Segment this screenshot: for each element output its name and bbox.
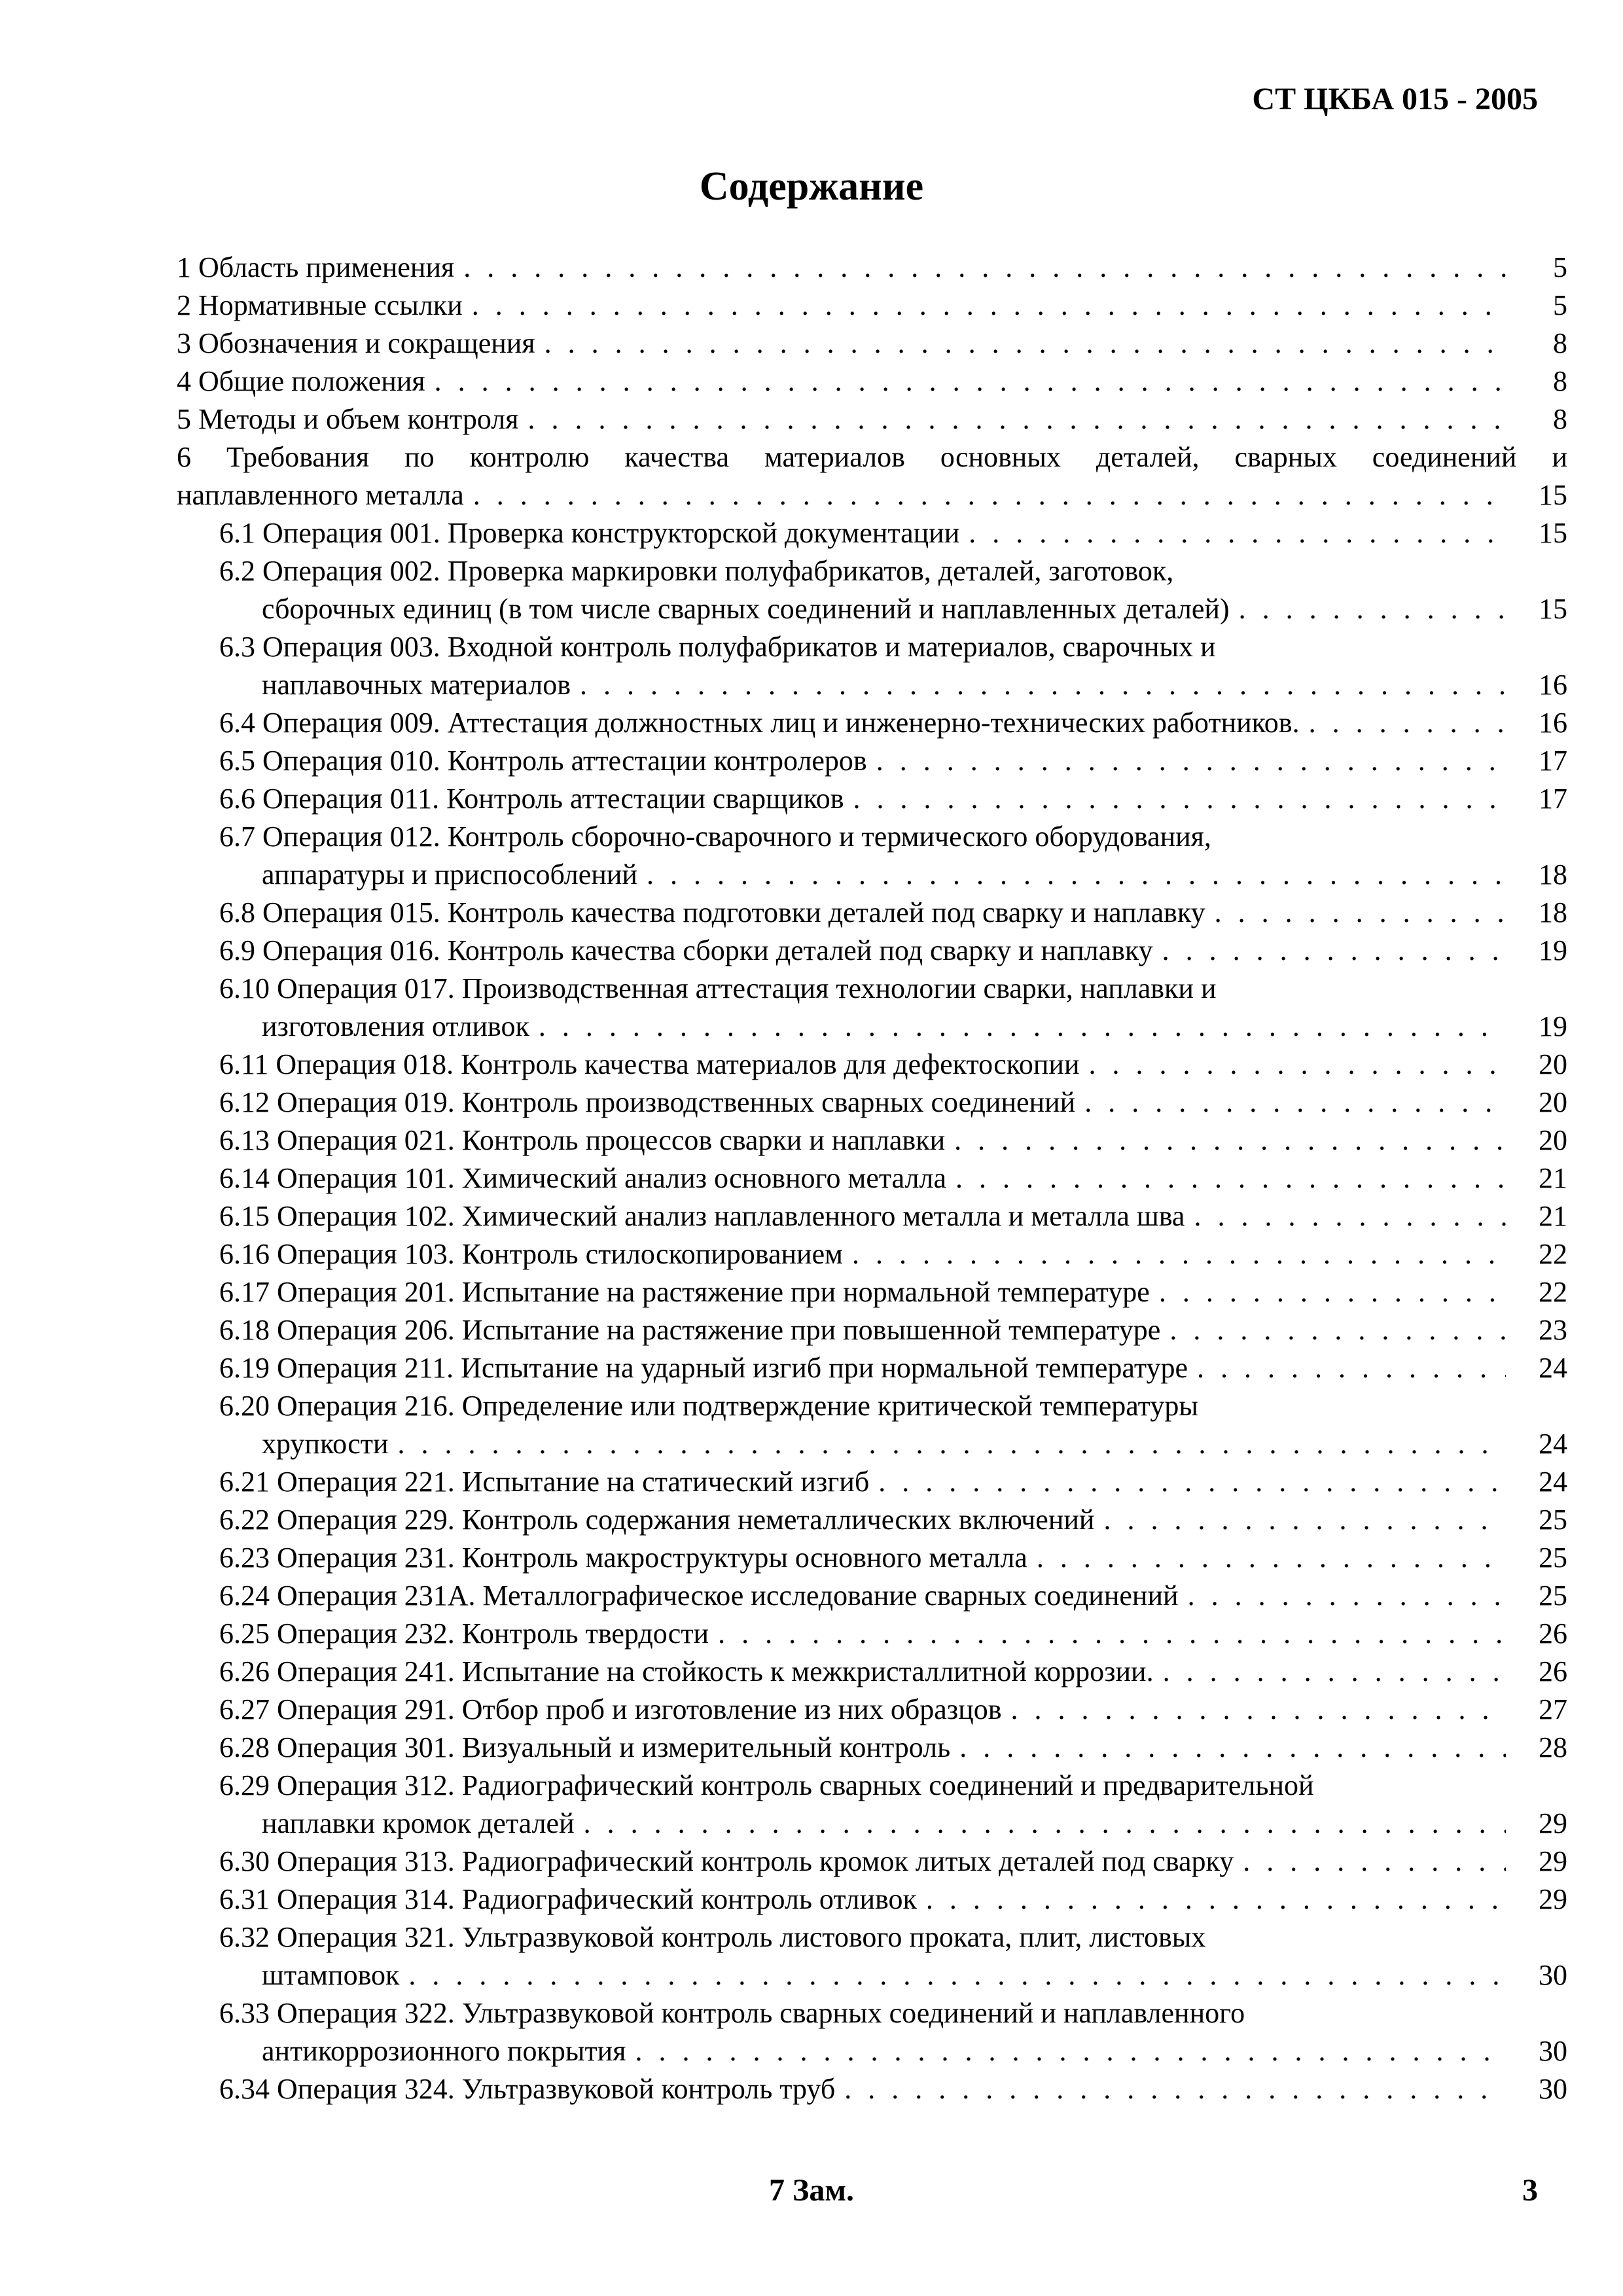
toc-entry: [177, 1122, 1567, 1159]
toc-dot-leader: [1084, 1084, 1506, 1122]
toc-entry-page: 29: [1539, 1807, 1567, 1839]
toc-dot-leader: [539, 1008, 1506, 1046]
toc-entry-title: 6.21 Операция 221. Испытание на статический изгиб: [219, 1466, 870, 1498]
toc-entry-title: 6.34 Операция 324. Ультразвуковой контроль труб: [219, 2073, 836, 2105]
toc-dot-leader: [852, 1235, 1506, 1273]
toc-dot-leader: [954, 1122, 1506, 1159]
toc-dot-leader: [463, 249, 1506, 287]
toc-entry-page: 17: [1539, 783, 1567, 815]
toc-entry: [177, 1349, 1567, 1387]
toc-entry-page: 29: [1539, 1845, 1567, 1877]
toc-dot-leader: [1194, 1197, 1506, 1235]
toc-entry: [177, 438, 1567, 476]
toc-entry-title: 6.25 Операция 232. Контроль твердости: [219, 1617, 709, 1650]
toc-entry-continuation: [177, 856, 1567, 894]
toc-entry: [177, 1615, 1567, 1653]
toc-dot-leader: [544, 325, 1506, 362]
toc-entry-page: 23: [1539, 1314, 1567, 1346]
toc-entry-page: 19: [1539, 934, 1567, 966]
toc-dot-leader: [1188, 1577, 1506, 1615]
toc-dot-leader: [718, 1615, 1506, 1653]
toc-entry-title: 6.10 Операция 017. Производственная аттестация технологии сварки, наплавки и: [219, 972, 1217, 1004]
toc-entry-title: 6.18 Операция 206. Испытание на растяжение при повышенной температуре: [219, 1314, 1161, 1346]
toc-entry-continuation: [177, 1805, 1567, 1843]
toc-entry: [177, 1691, 1567, 1729]
toc-entry-page: 29: [1539, 1883, 1567, 1915]
toc-entry: [177, 1843, 1567, 1881]
toc-entry-title: 6.15 Операция 102. Химический анализ наплавленного металла и металла шва: [219, 1200, 1185, 1232]
toc-entry-page: 20: [1539, 1086, 1567, 1118]
toc-entry: [177, 1197, 1567, 1235]
toc-entry-page: 19: [1539, 1010, 1567, 1042]
toc-entry-continuation: [177, 2032, 1567, 2070]
toc-dot-leader: [955, 1159, 1506, 1197]
toc-dot-leader: [473, 476, 1506, 514]
toc-dot-leader: [844, 2070, 1506, 2108]
toc-entry-title: 2 Нормативные ссылки: [177, 289, 463, 321]
toc-dot-leader: [408, 1956, 1506, 1994]
toc-entry-title: 6.2 Операция 002. Проверка маркировки полуфабрикатов, деталей, заготовок,: [219, 555, 1174, 587]
toc-entry-title: 6.11 Операция 018. Контроль качества материалов для дефектоскопии: [219, 1048, 1080, 1080]
toc-entry-title: 6.19 Операция 211. Испытание на ударный изгиб при нормальной температуре: [219, 1352, 1188, 1384]
toc-dot-leader: [1103, 1501, 1506, 1539]
toc-entry-page: 15: [1539, 517, 1567, 549]
toc-entry: [177, 1994, 1567, 2032]
toc-dot-leader: [647, 856, 1506, 894]
toc-entry-title: 6.20 Операция 216. Определение или подтверждение критической температуры: [219, 1390, 1198, 1422]
toc-entry-title: штамповок: [262, 1959, 400, 1991]
toc-entry: [177, 780, 1567, 818]
toc-entry-title: 3 Обозначения и сокращения: [177, 327, 535, 359]
toc-entry-continuation: [177, 1425, 1567, 1463]
toc-entry-page: 16: [1539, 669, 1567, 701]
toc-entry-page: 16: [1539, 707, 1567, 739]
toc-entry-title: 1 Область применения: [177, 251, 455, 283]
toc-entry-title: 6.8 Операция 015. Контроль качества подготовки деталей под сварку и наплавку: [219, 896, 1205, 928]
toc-entry-title: 6.5 Операция 010. Контроль аттестации контролеров: [219, 745, 867, 777]
toc-dot-leader: [1163, 1653, 1506, 1691]
toc-entry-page: 17: [1539, 745, 1567, 777]
toc-entry-title: 6.6 Операция 011. Контроль аттестации сварщиков: [219, 783, 844, 815]
toc-entry-page: 26: [1539, 1655, 1567, 1687]
toc-entry-title: 6.1 Операция 001. Проверка конструкторской документации: [219, 517, 960, 549]
toc-entry: [177, 2070, 1567, 2108]
toc-entry-page: 30: [1539, 1959, 1567, 1991]
toc-entry-title: 6.12 Операция 019. Контроль производственных сварных соединений: [219, 1086, 1076, 1118]
toc-entry: [177, 552, 1567, 590]
toc-entry-title: 5 Методы и объем контроля: [177, 403, 519, 435]
toc-entry-title: 6.27 Операция 291. Отбор проб и изготовление из них образцов: [219, 1693, 1002, 1725]
toc-entry-page: 27: [1539, 1693, 1567, 1725]
toc-entry: [177, 970, 1567, 1008]
toc-entry-page: 30: [1539, 2073, 1567, 2105]
toc-entry: [177, 932, 1567, 970]
toc-dot-leader: [1243, 1843, 1506, 1881]
toc-dot-leader: [1197, 1349, 1506, 1387]
toc-entry-page: 30: [1539, 2035, 1567, 2067]
toc-entry-title: антикоррозионного покрытия: [262, 2035, 626, 2067]
toc-entry-continuation: [177, 1956, 1567, 1994]
toc-entry: [177, 1539, 1567, 1577]
toc-entry: [177, 1084, 1567, 1122]
toc-dot-leader: [1010, 1691, 1506, 1729]
toc-entry-title: 6.26 Операция 241. Испытание на стойкость к межкристаллитной коррозии.: [219, 1655, 1154, 1687]
toc-entry: [177, 1235, 1567, 1273]
toc-entry-title: наплавки кромок деталей: [262, 1807, 575, 1839]
toc-entry: [177, 1273, 1567, 1311]
toc-entry-page: 15: [1539, 593, 1567, 625]
toc-dot-leader: [1239, 590, 1506, 628]
toc-entry: [177, 1046, 1567, 1084]
toc-entry-continuation: [177, 666, 1567, 704]
toc-entry-page: 25: [1539, 1504, 1567, 1536]
toc-dot-leader: [853, 780, 1506, 818]
toc-entry: [177, 1501, 1567, 1539]
toc-entry-title: 6.31 Операция 314. Радиографический контроль отливок: [219, 1883, 917, 1915]
toc-entry-page: 22: [1539, 1276, 1567, 1308]
toc-entry-title: 6.22 Операция 229. Контроль содержания неметаллических включений: [219, 1504, 1095, 1536]
toc-entry-title: 6.16 Операция 103. Контроль стилоскопированием: [219, 1238, 843, 1270]
toc-entry-title: 6.24 Операция 231А. Металлографическое исследование сварных соединений: [219, 1580, 1179, 1612]
toc-entry-title: 6 Требования по контролю качества материалов основных деталей, сварных соединений и: [177, 441, 1567, 473]
toc-entry-title: наплавочных материалов: [262, 669, 571, 701]
toc-entry-title: наплавленного металла: [177, 479, 464, 511]
toc-entry-title: 6.30 Операция 313. Радиографический контроль кромок литых деталей под сварку: [219, 1845, 1234, 1877]
toc-dot-leader: [1037, 1539, 1506, 1577]
toc-dot-leader: [1309, 704, 1506, 742]
toc-dot-leader: [584, 1805, 1506, 1843]
toc-entry: [177, 1463, 1567, 1501]
document-code: СТ ЦКБА 015 - 2005: [1252, 82, 1538, 116]
toc-entry-title: 6.23 Операция 231. Контроль макроструктуры основного металла: [219, 1542, 1027, 1574]
toc-entry-title: 6.4 Операция 009. Аттестация должностных лиц и инженерно-технических работников.: [219, 707, 1300, 739]
toc-entry: [177, 287, 1567, 325]
toc-entry-page: 24: [1539, 1466, 1567, 1498]
toc-entry: [177, 742, 1567, 780]
toc-entry: [177, 362, 1567, 400]
toc-entry-page: 8: [1553, 327, 1567, 359]
toc-entry-page: 25: [1539, 1580, 1567, 1612]
toc-entry-title: изготовления отливок: [262, 1010, 529, 1042]
toc-dot-leader: [1162, 932, 1506, 970]
toc-entry-page: 18: [1539, 858, 1567, 891]
toc-entry: [177, 1577, 1567, 1615]
toc-dot-leader: [1159, 1273, 1506, 1311]
page-title: Содержание: [699, 164, 924, 209]
toc-entry-title: 6.13 Операция 021. Контроль процессов сварки и наплавки: [219, 1124, 946, 1156]
toc-entry-page: 25: [1539, 1542, 1567, 1574]
toc-dot-leader: [472, 287, 1506, 325]
toc-entry: [177, 1729, 1567, 1767]
toc-entry: [177, 400, 1567, 438]
toc-dot-leader: [878, 1463, 1506, 1501]
toc-entry-continuation: [177, 590, 1567, 628]
toc-entry-page: 21: [1539, 1162, 1567, 1194]
toc-entry-title: 6.32 Операция 321. Ультразвуковой контроль листового проката, плит, листовых: [219, 1921, 1206, 1953]
toc-entry: [177, 1311, 1567, 1349]
toc-entry-title: 6.7 Операция 012. Контроль сборочно-сварочного и термического оборудования,: [219, 821, 1211, 853]
toc-entry-title: сборочных единиц (в том числе сварных соединений и наплавленных деталей): [262, 593, 1230, 625]
toc-dot-leader: [959, 1729, 1506, 1767]
change-note: 7 Зам.: [768, 2173, 855, 2208]
toc-entry-title: 6.28 Операция 301. Визуальный и измерительный контроль: [219, 1731, 951, 1763]
page-number: 3: [1522, 2173, 1538, 2208]
toc-dot-leader: [635, 2032, 1506, 2070]
toc-entry-continuation: [177, 1008, 1567, 1046]
toc-entry: [177, 1653, 1567, 1691]
toc-entry-title: 4 Общие положения: [177, 365, 425, 397]
toc-entry-page: 28: [1539, 1731, 1567, 1763]
toc-entry-title: 6.14 Операция 101. Химический анализ основного металла: [219, 1162, 946, 1194]
toc-entry: [177, 1918, 1567, 1956]
toc-entry-continuation: [177, 476, 1567, 514]
toc-entry-title: 6.33 Операция 322. Ультразвуковой контроль сварных соединений и наплавленного: [219, 1997, 1245, 2029]
toc-entry: [177, 704, 1567, 742]
toc-entry-page: 15: [1539, 479, 1567, 511]
toc-entry: [177, 514, 1567, 552]
toc-dot-leader: [435, 362, 1506, 400]
table-of-contents: [177, 249, 1567, 2108]
toc-dot-leader: [926, 1881, 1506, 1918]
toc-entry: [177, 818, 1567, 856]
toc-entry-page: 21: [1539, 1200, 1567, 1232]
toc-dot-leader: [1215, 894, 1506, 932]
toc-entry-title: 6.3 Операция 003. Входной контроль полуфабрикатов и материалов, сварочных и: [219, 631, 1216, 663]
toc-entry: [177, 1881, 1567, 1918]
toc-entry-page: 24: [1539, 1428, 1567, 1460]
toc-entry-page: 20: [1539, 1124, 1567, 1156]
toc-entry: [177, 894, 1567, 932]
toc-dot-leader: [969, 514, 1506, 552]
toc-entry: [177, 628, 1567, 666]
toc-entry-title: 6.9 Операция 016. Контроль качества сборки деталей под сварку и наплавку: [219, 934, 1153, 966]
toc-entry-page: 22: [1539, 1238, 1567, 1270]
toc-dot-leader: [398, 1425, 1506, 1463]
toc-entry-page: 24: [1539, 1352, 1567, 1384]
toc-entry-page: 18: [1539, 896, 1567, 928]
toc-entry: [177, 325, 1567, 362]
toc-dot-leader: [876, 742, 1506, 780]
toc-entry-page: 5: [1553, 251, 1567, 283]
toc-dot-leader: [1089, 1046, 1506, 1084]
toc-dot-leader: [1169, 1311, 1506, 1349]
toc-dot-leader: [580, 666, 1506, 704]
toc-entry: [177, 1159, 1567, 1197]
toc-entry: [177, 1767, 1567, 1805]
toc-entry-page: 5: [1553, 289, 1567, 321]
toc-entry-page: 8: [1553, 403, 1567, 435]
toc-entry: [177, 249, 1567, 287]
toc-entry-title: аппаратуры и приспособлений: [262, 858, 637, 891]
toc-entry-title: 6.17 Операция 201. Испытание на растяжение при нормальной температуре: [219, 1276, 1150, 1308]
toc-entry-title: 6.29 Операция 312. Радиографический контроль сварных соединений и предварительной: [219, 1769, 1314, 1801]
toc-entry-page: 26: [1539, 1617, 1567, 1650]
toc-entry-page: 20: [1539, 1048, 1567, 1080]
toc-entry-title: хрупкости: [262, 1428, 389, 1460]
toc-entry-page: 8: [1553, 365, 1567, 397]
toc-entry: [177, 1387, 1567, 1425]
toc-dot-leader: [527, 400, 1506, 438]
